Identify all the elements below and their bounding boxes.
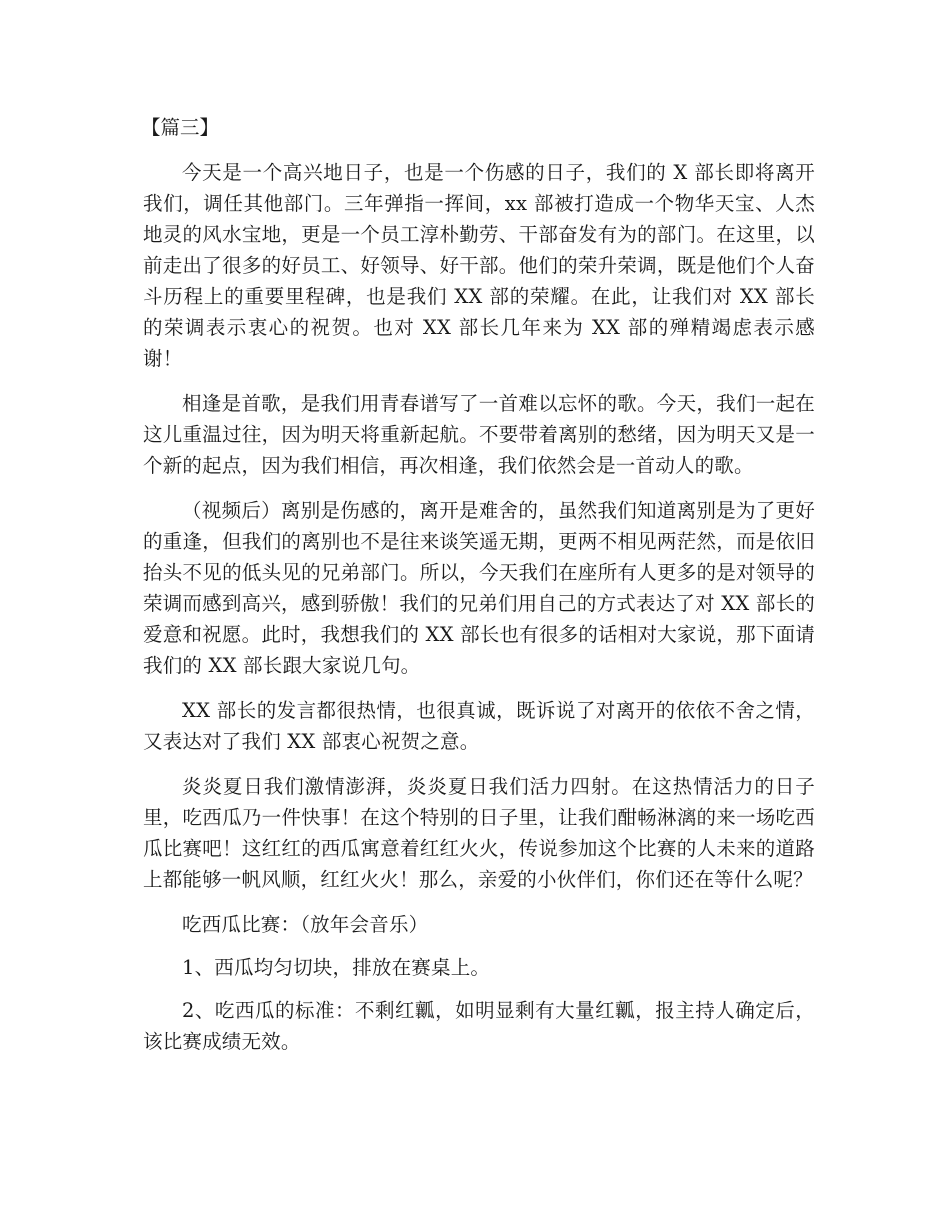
- paragraph-rule-1: 1、西瓜均匀切块，排放在赛桌上。: [182, 956, 491, 979]
- paragraph-rule-2: 2、吃西瓜的标准：不剩红瓤，如明显剩有大量红瓤，报主持人确定后，该比赛成绩无效。: [143, 999, 815, 1053]
- document-body: [143, 112, 815, 1071]
- paragraph-farewell-intro: 今天是一个高兴地日子，也是一个伤感的日子，我们的 X 部长即将离开我们，调任其他部门。三年弹指一挥间，xx 部被打造成一个物华天宝、人杰地灵的风水宝地，更是一个员工淳朴勤劳、干部奋发有为的部门。在这里，以前走出了很多的好员工、好领导、好干部。他们的荣升荣调，既是他们个人奋斗历程上的重要里程碑，也是我们 XX 部的荣耀。在此，让我们对 XX 部长的荣调表示衷心的祝贺。也对 XX 部长几年来为 XX 部的殚精竭虑表示感谢！: [143, 161, 815, 370]
- paragraph-after-video: （视频后）离别是伤感的，离开是难舍的，虽然我们知道离别是为了更好的重逢，但我们的离别也不是往来谈笑遥无期，更两不相见两茫然，而是依旧抬头不见的低头见的兄弟部门。所以，今天我们在座所有人更多的是对领导的荣调而感到高兴，感到骄傲！我们的兄弟们用自己的方式表达了对 XX 部长的爱意和祝愿。此时，我想我们的 XX 部长也有很多的话相对大家说，那下面请我们的 XX 部长跟大家说几句。: [143, 499, 815, 677]
- paragraph-reunion-song: 相逢是首歌，是我们用青春谱写了一首难以忘怀的歌。今天，我们一起在这儿重温过往，因为明天将重新起航。不要带着离别的愁绪，因为明天又是一个新的起点，因为我们相信，再次相逢，我们依然会是一首动人的歌。: [143, 392, 815, 477]
- section-heading: 【篇三】: [141, 116, 220, 139]
- paragraph-contest-title: 吃西瓜比赛：（放年会音乐）: [182, 913, 429, 936]
- paragraph-speech-response: XX 部长的发言都很热情，也很真诚，既诉说了对离开的依依不舍之情，又表达对了我们 XX 部衷心祝贺之意。: [143, 699, 815, 753]
- paragraph-watermelon-intro: 炎炎夏日我们激情澎湃，炎炎夏日我们活力四射。在这热情活力的日子里，吃西瓜乃一件快事！在这个特别的日子里，让我们酣畅淋漓的来一场吃西瓜比赛吧！这红红的西瓜寓意着红红火火，传说参加这个比赛的人未来的道路上都能够一帆风顺，红红火火！那么，亲爱的小伙伴们，你们还在等什么呢？: [143, 775, 815, 891]
